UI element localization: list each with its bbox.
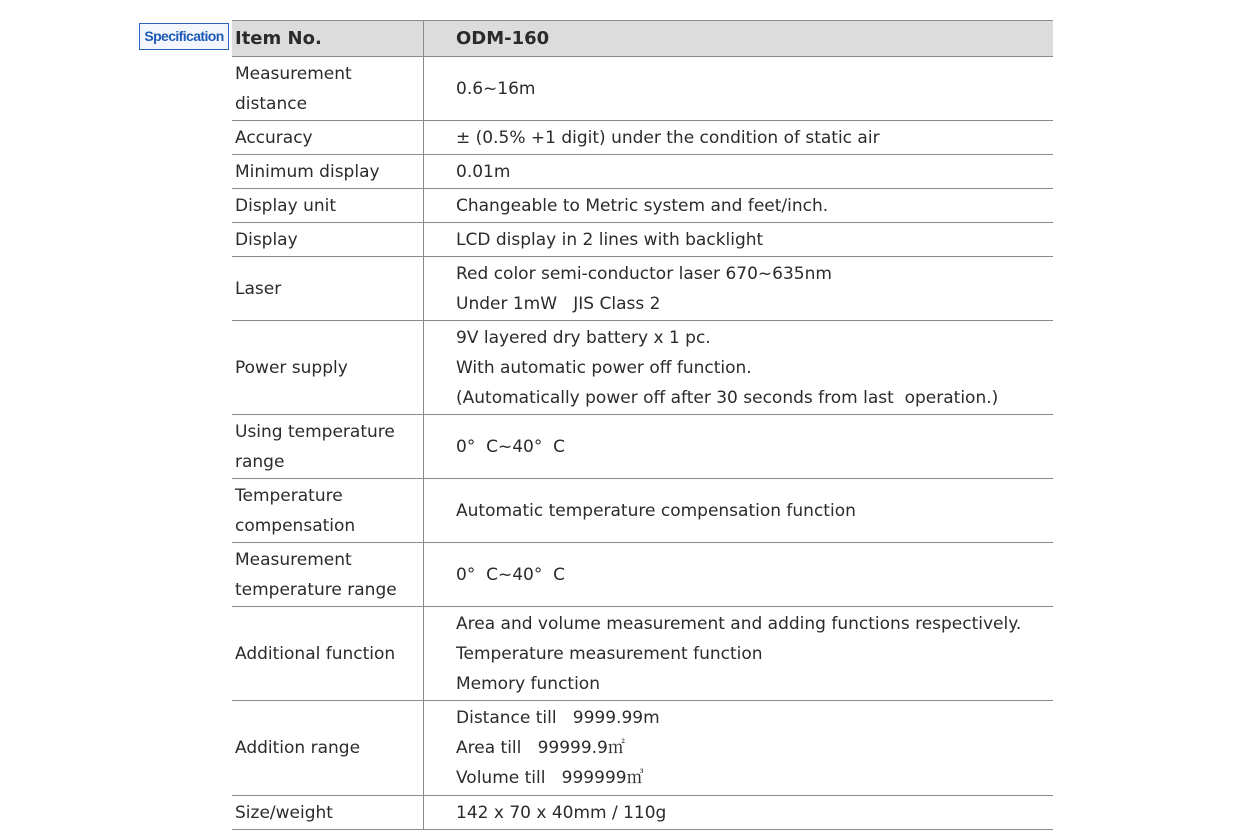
- spec-value: [424, 479, 1053, 542]
- spec-label-line: temperature range: [235, 579, 397, 600]
- table-row: [232, 607, 1053, 701]
- spec-label: [232, 57, 424, 120]
- spec-value-line: 0° C~40° C: [456, 436, 566, 457]
- spec-label-line: Power supply: [235, 357, 348, 378]
- spec-label: [232, 543, 424, 606]
- spec-value-line: Distance till 9999.99m: [456, 708, 660, 728]
- spec-label-line: Display unit: [235, 195, 337, 216]
- spec-value-line: 142 x 70 x 40mm / 110g: [456, 802, 667, 823]
- spec-value-line: Memory function: [456, 673, 600, 694]
- table-row: [232, 121, 1053, 155]
- spec-value-line: Changeable to Metric system and feet/inch.: [456, 195, 829, 216]
- spec-label-line: Laser: [235, 278, 282, 299]
- table-row: [232, 257, 1053, 321]
- spec-value: [424, 155, 1053, 188]
- spec-label: [232, 155, 424, 188]
- table-row: [232, 543, 1053, 607]
- spec-label: [232, 701, 424, 795]
- spec-label-line: Temperature: [235, 485, 343, 506]
- specification-badge: Specification: [139, 23, 229, 50]
- table-row: [232, 189, 1053, 223]
- spec-value-line: Temperature measurement function: [456, 643, 763, 664]
- spec-value: [424, 415, 1053, 478]
- table-row: [232, 223, 1053, 257]
- spec-value: [424, 223, 1053, 256]
- spec-value: [424, 57, 1053, 120]
- spec-label-line: range: [235, 451, 285, 472]
- spec-value-line: With automatic power off function.: [456, 357, 752, 378]
- spec-value-line: 0.01m: [456, 161, 511, 182]
- spec-value: [424, 543, 1053, 606]
- spec-label-line: Accuracy: [235, 127, 313, 148]
- spec-label-line: compensation: [235, 515, 356, 536]
- spec-value-line: LCD display in 2 lines with backlight: [456, 229, 764, 250]
- header-value: ODM-160: [456, 27, 550, 49]
- table-row: [232, 57, 1053, 121]
- spec-label: [232, 607, 424, 700]
- spec-label-line: Display: [235, 229, 298, 250]
- spec-value: [424, 701, 1053, 795]
- spec-value: [424, 257, 1053, 320]
- table-row: [232, 479, 1053, 543]
- table-body: [232, 57, 1053, 830]
- spec-label-line: Size/weight: [235, 802, 333, 823]
- table-header-row: [232, 21, 1053, 57]
- spec-value-line: (Automatically power off after 30 seconds from last operation.): [456, 387, 999, 408]
- spec-value-line: Red color semi-conductor laser 670~635nm: [456, 263, 832, 284]
- spec-value: [424, 796, 1053, 829]
- spec-label-line: Additional function: [235, 643, 396, 664]
- spec-value-line: Automatic temperature compensation function: [456, 500, 856, 521]
- spec-label: [232, 479, 424, 542]
- spec-label-line: Measurement: [235, 549, 352, 570]
- spec-value-line: Under 1mW JIS Class 2: [456, 293, 661, 314]
- spec-label-line: Using temperature: [235, 421, 395, 442]
- spec-value-line: 0° C~40° C: [456, 564, 566, 585]
- header-label: Item No.: [232, 21, 424, 56]
- specification-table: [232, 20, 1053, 830]
- spec-label: [232, 189, 424, 222]
- table-row: [232, 321, 1053, 415]
- spec-value-line: Volume till 999999㎥: [456, 768, 644, 788]
- spec-label-line: Addition range: [235, 738, 361, 758]
- spec-label-line: distance: [235, 93, 308, 114]
- spec-value-line: 0.6~16m: [456, 78, 536, 99]
- spec-value-line: ± (0.5% +1 digit) under the condition of static air: [456, 127, 880, 148]
- table-row: [232, 701, 1053, 796]
- spec-label-line: Measurement: [235, 63, 352, 84]
- spec-value-line: Area till 99999.9㎡: [456, 738, 625, 758]
- spec-label: [232, 257, 424, 320]
- spec-value: [424, 321, 1053, 414]
- spec-label: [232, 223, 424, 256]
- table-row: [232, 415, 1053, 479]
- spec-label-line: Minimum display: [235, 161, 380, 182]
- spec-value: [424, 121, 1053, 154]
- table-row: [232, 155, 1053, 189]
- spec-label: [232, 415, 424, 478]
- spec-label: [232, 796, 424, 829]
- spec-value-line: Area and volume measurement and adding functions respectively.: [456, 613, 1022, 634]
- spec-value: [424, 189, 1053, 222]
- table-row: [232, 796, 1053, 830]
- spec-value: [424, 607, 1053, 700]
- spec-value-line: 9V layered dry battery x 1 pc.: [456, 327, 711, 348]
- spec-label: [232, 121, 424, 154]
- spec-label: [232, 321, 424, 414]
